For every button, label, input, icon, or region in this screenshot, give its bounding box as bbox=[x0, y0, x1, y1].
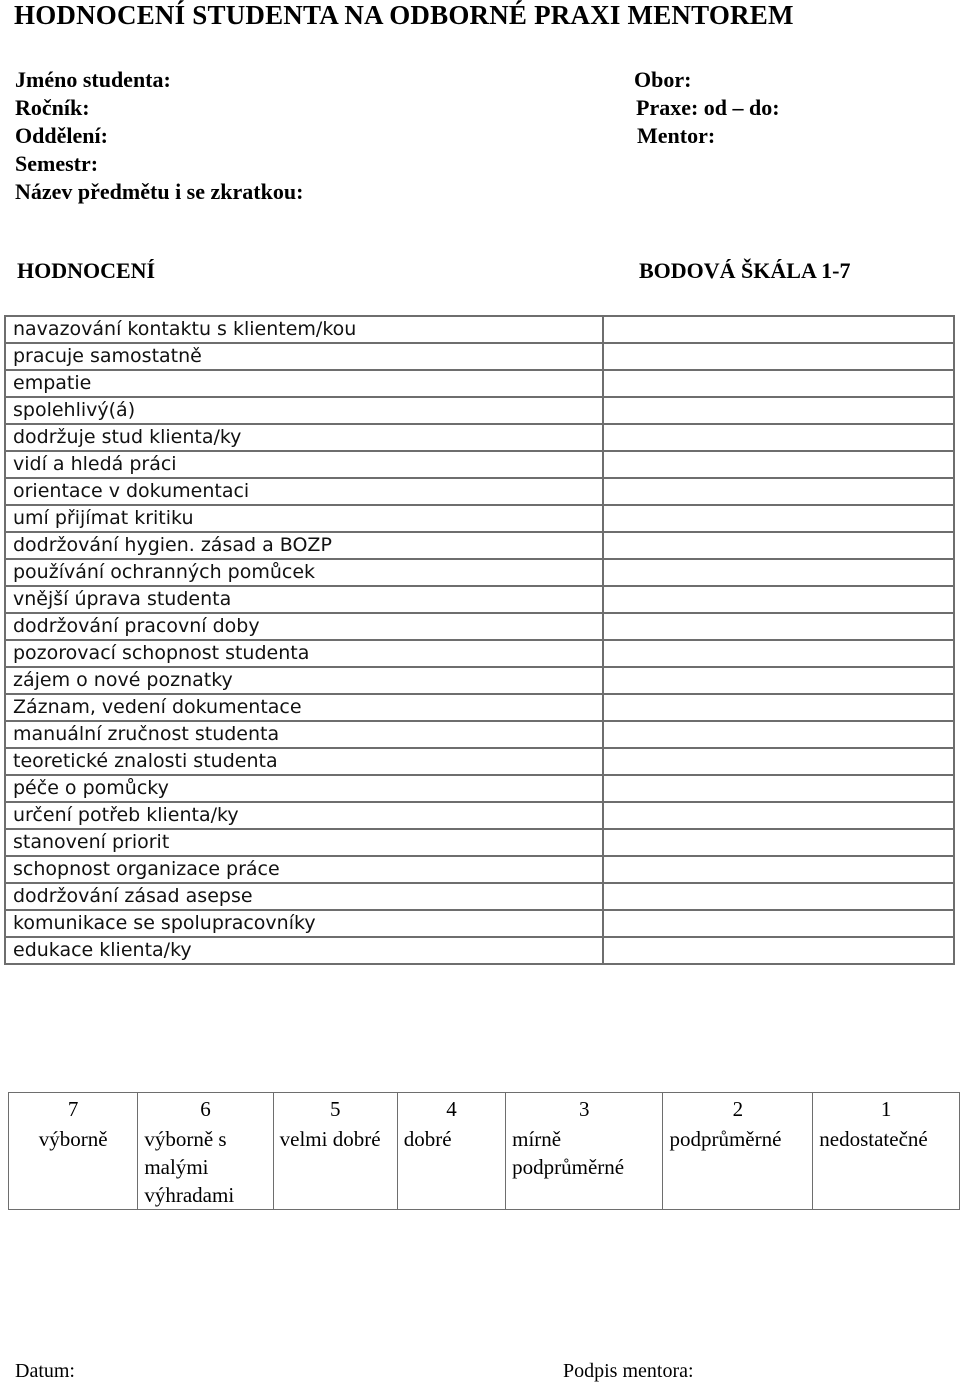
criteria-row bbox=[5, 856, 954, 883]
mentor-signature-label: Podpis mentora: bbox=[563, 1360, 694, 1382]
semester-label: Semestr: bbox=[15, 151, 99, 176]
score-cell[interactable] bbox=[603, 532, 954, 559]
scale-points: 6 bbox=[138, 1093, 273, 1124]
practice-dates-label: Praxe: od – do: bbox=[636, 95, 780, 120]
criterion-label: pracuje samostatně bbox=[5, 343, 603, 370]
score-cell[interactable] bbox=[603, 370, 954, 397]
criterion-label: komunikace se spolupracovníky bbox=[5, 910, 603, 937]
criteria-row bbox=[5, 397, 954, 424]
criterion-label: edukace klienta/ky bbox=[5, 937, 603, 964]
scale-heading: BODOVÁ ŠKÁLA 1-7 bbox=[639, 258, 851, 283]
criterion-label: spolehlivý(á) bbox=[5, 397, 603, 424]
criterion-label: dodržování pracovní doby bbox=[5, 613, 603, 640]
score-cell[interactable] bbox=[603, 505, 954, 532]
scale-points: 3 bbox=[506, 1093, 663, 1124]
scale-points: 5 bbox=[273, 1093, 397, 1124]
mentor-label: Mentor: bbox=[637, 123, 716, 148]
score-cell[interactable] bbox=[603, 559, 954, 586]
score-cell[interactable] bbox=[603, 937, 954, 964]
scale-label: nedostatečné bbox=[813, 1123, 960, 1210]
score-cell[interactable] bbox=[603, 721, 954, 748]
score-cell[interactable] bbox=[603, 424, 954, 451]
score-cell[interactable] bbox=[603, 775, 954, 802]
criteria-row bbox=[5, 775, 954, 802]
scale-label: výborně bbox=[9, 1123, 138, 1210]
scale-points: 2 bbox=[663, 1093, 813, 1124]
score-cell[interactable] bbox=[603, 316, 954, 343]
criterion-label: určení potřeb klienta/ky bbox=[5, 802, 603, 829]
criteria-row bbox=[5, 451, 954, 478]
score-cell[interactable] bbox=[603, 397, 954, 424]
criterion-label: vnější úprava studenta bbox=[5, 586, 603, 613]
criterion-label: vidí a hledá práci bbox=[5, 451, 603, 478]
evaluation-heading: HODNOCENÍ bbox=[17, 258, 156, 283]
criterion-label: navazování kontaktu s klientem/kou bbox=[5, 316, 603, 343]
criterion-label: umí přijímat kritiku bbox=[5, 505, 603, 532]
criterion-label: péče o pomůcky bbox=[5, 775, 603, 802]
score-cell[interactable] bbox=[603, 829, 954, 856]
score-cell[interactable] bbox=[603, 910, 954, 937]
criteria-row bbox=[5, 802, 954, 829]
scale-legend-table bbox=[8, 1092, 960, 1210]
date-label: Datum: bbox=[15, 1360, 75, 1382]
scale-label: podprůměrné bbox=[663, 1123, 813, 1210]
criterion-label: manuální zručnost studenta bbox=[5, 721, 603, 748]
scale-label: mírně podprůměrné bbox=[506, 1123, 663, 1210]
criteria-row bbox=[5, 316, 954, 343]
criterion-label: stanovení priorit bbox=[5, 829, 603, 856]
scale-points: 7 bbox=[9, 1093, 138, 1124]
practice-info-block bbox=[634, 66, 780, 150]
page-title: HODNOCENÍ STUDENTA NA ODBORNÉ PRAXI MENTOREM bbox=[14, 0, 794, 30]
score-cell[interactable] bbox=[603, 748, 954, 775]
criterion-label: používání ochranných pomůcek bbox=[5, 559, 603, 586]
criteria-row bbox=[5, 505, 954, 532]
criteria-row bbox=[5, 613, 954, 640]
criterion-label: Záznam, vedení dokumentace bbox=[5, 694, 603, 721]
scale-label: výborně s malými výhradami bbox=[138, 1123, 273, 1210]
score-cell[interactable] bbox=[603, 856, 954, 883]
criterion-label: schopnost organizace práce bbox=[5, 856, 603, 883]
year-label: Ročník: bbox=[15, 95, 90, 120]
field-label: Obor: bbox=[634, 67, 692, 92]
course-name-label: Název předmětu i se zkratkou: bbox=[15, 179, 304, 204]
criteria-row bbox=[5, 478, 954, 505]
criterion-label: orientace v dokumentaci bbox=[5, 478, 603, 505]
criteria-row bbox=[5, 883, 954, 910]
score-cell[interactable] bbox=[603, 883, 954, 910]
criteria-row bbox=[5, 532, 954, 559]
criteria-table bbox=[4, 315, 955, 965]
score-cell[interactable] bbox=[603, 694, 954, 721]
criteria-row bbox=[5, 694, 954, 721]
criteria-row bbox=[5, 829, 954, 856]
criterion-label: empatie bbox=[5, 370, 603, 397]
student-name-label: Jméno studenta: bbox=[15, 67, 171, 92]
criteria-row bbox=[5, 640, 954, 667]
score-cell[interactable] bbox=[603, 478, 954, 505]
criteria-row bbox=[5, 667, 954, 694]
criterion-label: dodržování zásad asepse bbox=[5, 883, 603, 910]
criterion-label: dodržování hygien. zásad a BOZP bbox=[5, 532, 603, 559]
scale-points: 4 bbox=[397, 1093, 505, 1124]
criterion-label: dodržuje stud klienta/ky bbox=[5, 424, 603, 451]
criteria-row bbox=[5, 748, 954, 775]
criterion-label: pozorovací schopnost studenta bbox=[5, 640, 603, 667]
criteria-row bbox=[5, 343, 954, 370]
score-cell[interactable] bbox=[603, 667, 954, 694]
department-label: Oddělení: bbox=[15, 123, 108, 148]
criterion-label: teoretické znalosti studenta bbox=[5, 748, 603, 775]
criterion-label: zájem o nové poznatky bbox=[5, 667, 603, 694]
scale-label: dobré bbox=[397, 1123, 505, 1210]
criteria-row bbox=[5, 910, 954, 937]
criteria-row bbox=[5, 586, 954, 613]
score-cell[interactable] bbox=[603, 451, 954, 478]
score-cell[interactable] bbox=[603, 802, 954, 829]
criteria-row bbox=[5, 559, 954, 586]
score-cell[interactable] bbox=[603, 640, 954, 667]
student-info-block bbox=[15, 66, 303, 206]
criteria-row bbox=[5, 370, 954, 397]
score-cell[interactable] bbox=[603, 586, 954, 613]
scale-points: 1 bbox=[813, 1093, 960, 1124]
score-cell[interactable] bbox=[603, 343, 954, 370]
criteria-row bbox=[5, 424, 954, 451]
criteria-row bbox=[5, 937, 954, 964]
score-cell[interactable] bbox=[603, 613, 954, 640]
scale-label: velmi dobré bbox=[273, 1123, 397, 1210]
criteria-row bbox=[5, 721, 954, 748]
